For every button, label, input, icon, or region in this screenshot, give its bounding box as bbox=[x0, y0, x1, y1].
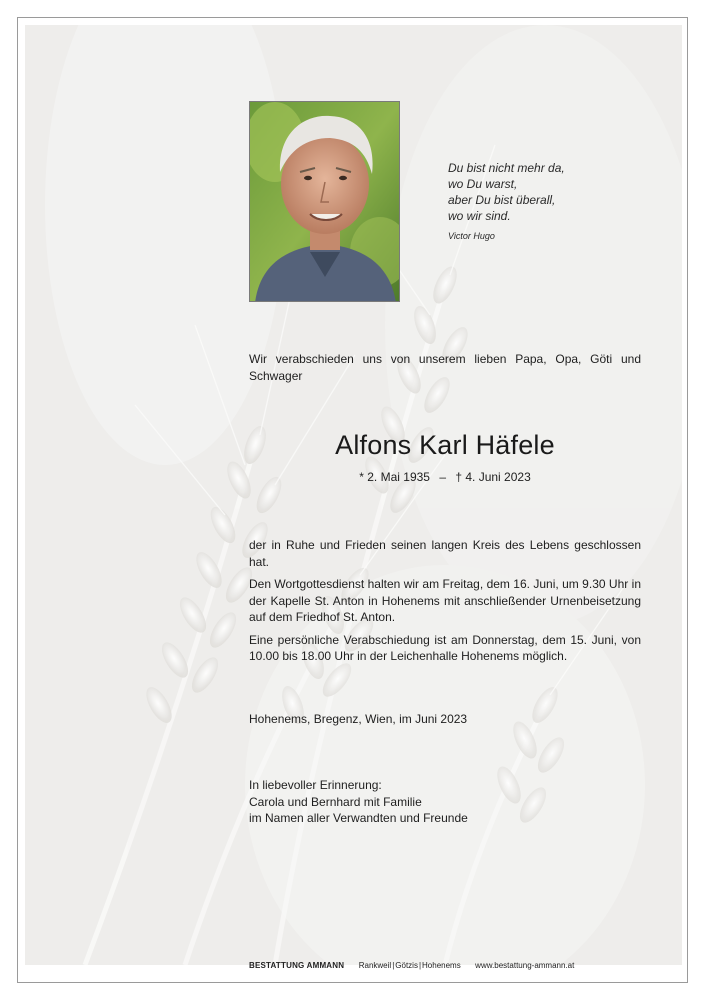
footer bbox=[249, 961, 641, 970]
body-paragraph: der in Ruhe und Frieden seinen langen Kreis des Lebens geschlossen hat. bbox=[249, 538, 641, 569]
birth-date: * 2. Mai 1935 bbox=[359, 470, 430, 484]
location: Hohenems bbox=[422, 961, 461, 970]
place-date: Hohenems, Bregenz, Wien, im Juni 2023 bbox=[249, 712, 468, 726]
funeral-home-name: BESTATTUNG AMMANN bbox=[249, 961, 345, 970]
portrait-photo bbox=[249, 101, 400, 302]
quote-block bbox=[448, 160, 648, 244]
deceased-name: Alfons Karl Häfele bbox=[335, 430, 555, 460]
quote-line: Du bist nicht mehr da, bbox=[448, 161, 565, 175]
intro-text: Wir verabschieden uns von unserem lieben Papa, Opa, Göti und Schwager bbox=[249, 352, 641, 383]
closing-block bbox=[249, 777, 641, 827]
location: Götzis bbox=[395, 961, 418, 970]
death-date: † 4. Juni 2023 bbox=[455, 470, 531, 484]
announcement-body bbox=[249, 537, 641, 671]
life-dates bbox=[249, 470, 641, 484]
closing-line: Carola und Bernhard mit Familie bbox=[249, 794, 422, 809]
date-separator: – bbox=[439, 470, 446, 484]
separator: | bbox=[418, 961, 422, 970]
website-link[interactable]: www.bestattung-ammann.at bbox=[475, 961, 575, 970]
separator: | bbox=[392, 961, 395, 970]
closing-line: In liebevoller Erinnerung: bbox=[249, 778, 382, 792]
quote-line: wo Du warst, bbox=[448, 177, 518, 191]
location: Rankweil bbox=[358, 961, 392, 970]
closing-line: im Namen aller Verwandten und Freunde bbox=[249, 811, 468, 825]
body-paragraph: Eine persönliche Verabschiedung ist am Donnerstag, dem 15. Juni, von 10.00 bis 18.00 Uhr in der Leichenhalle Hohenems möglich. bbox=[249, 632, 641, 663]
quote-author: Victor Hugo bbox=[448, 231, 495, 241]
quote-line: aber Du bist überall, bbox=[448, 193, 556, 207]
body-paragraph: Den Wortgottesdienst halten wir am Freitag, dem 16. Juni, um 9.30 Uhr in der Kapelle St. Anton in Hohenems mit anschließender Urnenbeisetzung auf dem Friedhof St. Anton. bbox=[249, 577, 641, 624]
quote-line: wo wir sind. bbox=[448, 209, 511, 223]
